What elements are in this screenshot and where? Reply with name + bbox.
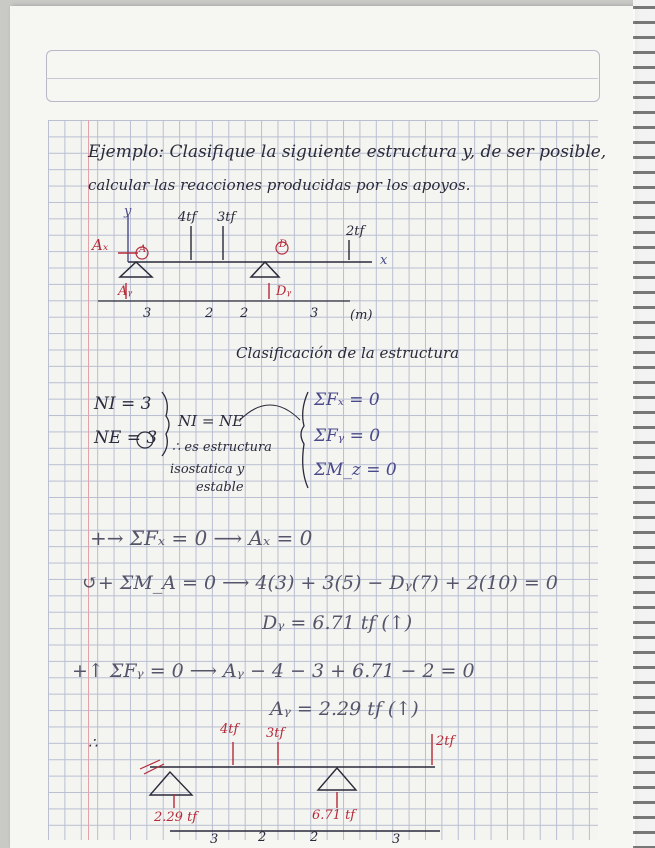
reaction-ax-label: Aₓ	[92, 236, 109, 254]
dim2-3: 2	[310, 830, 319, 845]
ne-value: NE = 3	[94, 428, 158, 448]
ni-value: NI = 3	[94, 394, 152, 414]
title-line-1: Ejemplo: Clasifique la siguiente estructura y, de ser posible,	[88, 142, 607, 162]
node-a-label: A	[139, 244, 147, 255]
dim-2: 2	[205, 306, 214, 321]
dim-1: 3	[143, 306, 152, 321]
load-1-label-2: 4tf	[220, 722, 239, 737]
axis-x-label: x	[380, 253, 388, 268]
conclusion-2: isostatica y	[170, 462, 245, 477]
ay-value-2: 2.29 tf	[154, 810, 198, 825]
axis-y-label: y	[124, 204, 132, 219]
dim2-4: 3	[392, 832, 401, 847]
conclusion-1: ∴ es estructura	[172, 440, 272, 455]
reaction-ay-label: Aᵧ	[118, 284, 133, 299]
conclusion-3: estable	[196, 480, 244, 495]
classification-title: Clasificación de la estructura	[236, 344, 460, 362]
dy-result: Dᵧ = 6.71 tf (↑)	[262, 612, 413, 634]
dim2-1: 3	[210, 832, 219, 847]
reaction-dy-label: Dᵧ	[276, 284, 292, 299]
title-line-2: calcular las reacciones producidas por los apoyos.	[88, 176, 471, 194]
dim2-2: 2	[258, 830, 267, 845]
unit-label: (m)	[350, 308, 373, 323]
dy-value-2: 6.71 tf	[312, 808, 356, 823]
load-3-label-2: 2tf	[436, 734, 455, 749]
dim-3: 2	[240, 306, 249, 321]
moment-equation: ↺+ ΣM_A = 0 ⟶ 4(3) + 3(5) − Dᵧ(7) + 2(10) = 0	[82, 572, 558, 594]
node-d-label: D	[279, 239, 288, 250]
ni-eq-ne: NI = NE	[178, 412, 244, 430]
equation-fx: ΣFₓ = 0	[314, 390, 380, 410]
ay-result: Aᵧ = 2.29 tf (↑)	[270, 698, 419, 720]
load-1-label: 4tf	[178, 210, 197, 225]
equation-fy: ΣFᵧ = 0	[314, 426, 381, 446]
sum-fx-step: +→ ΣFₓ = 0 ⟶ Aₓ = 0	[90, 526, 313, 550]
equation-mz: ΣM_z = 0	[314, 460, 397, 480]
continuation-marker: ∴	[88, 734, 98, 752]
load-2-label-2: 3tf	[266, 726, 285, 741]
load-3-label: 2tf	[346, 224, 365, 239]
dim-4: 3	[310, 306, 319, 321]
load-2-label: 3tf	[217, 210, 236, 225]
sum-fy-step: +↑ ΣFᵧ = 0 ⟶ Aᵧ − 4 − 3 + 6.71 − 2 = 0	[72, 660, 475, 682]
